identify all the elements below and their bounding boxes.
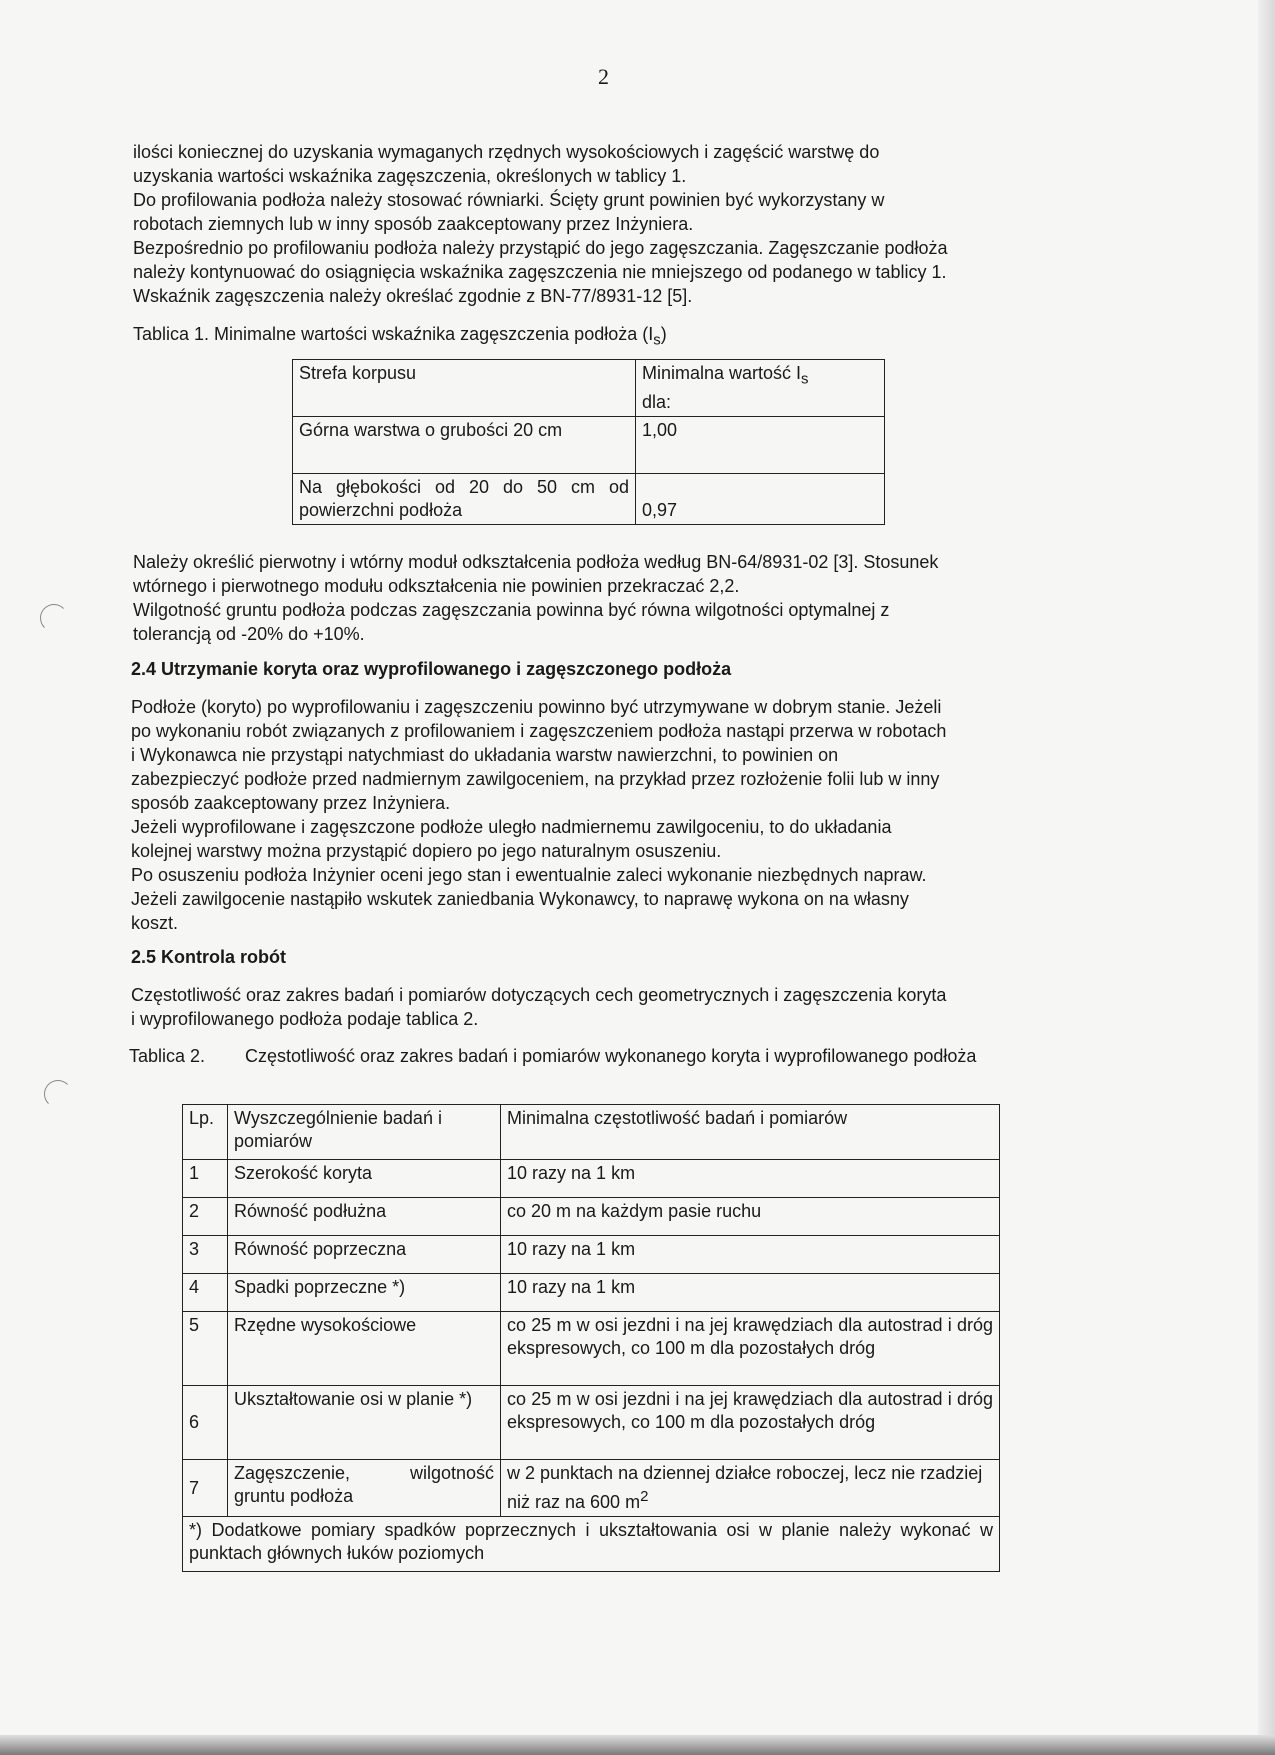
text-line: kolejnej warstwy można przystąpić dopiero po jego naturalnym osuszeniu. [131, 841, 722, 861]
table1-header-zone: Strefa korpusu [293, 360, 636, 417]
table2-header-row [183, 1105, 1000, 1160]
text-line: Jeżeli wyprofilowane i zagęszczone podłoże uległo nadmiernemu zawilgoceniu, to do układania [131, 817, 892, 837]
table2-caption-label: Tablica 2. [129, 1046, 206, 1066]
table-row [183, 1198, 1000, 1236]
table2-lp-cell: 5 [183, 1312, 228, 1386]
table1-caption-sub: s [653, 331, 661, 349]
table2-item-cell: Równość podłużna [228, 1198, 501, 1236]
table2-lp-cell: 2 [183, 1198, 228, 1236]
table2-item-cell: Spadki poprzeczne *) [228, 1274, 501, 1312]
table1 [292, 359, 885, 525]
text-line: należy kontynuować do osiągnięcia wskaźnika zagęszczenia nie mniejszego od podanego w tablicy 1. [133, 262, 947, 282]
punch-hole-mark [44, 1080, 72, 1108]
table-row [183, 1236, 1000, 1274]
table2-freq-text: w 2 punktach na dziennej działce roboczej, lecz nie rzadziej niż raz na 600 m [507, 1463, 983, 1512]
table-row [183, 1312, 1000, 1386]
section-2-4-paragraph [131, 695, 1081, 935]
table2-freq-cell: co 25 m w osi jezdni i na jej krawędziach dla autostrad i dróg ekspresowych, co 100 m dla pozostałych dróg [501, 1312, 1000, 1386]
text-line: koszt. [131, 913, 179, 933]
table2 [182, 1104, 1000, 1572]
table1-value-cell: 0,97 [636, 473, 885, 524]
table2-freq-cell [501, 1460, 1000, 1517]
text-line: Wilgotność gruntu podłoża podczas zagęszczania powinna być równa wilgotności optymalnej z [133, 600, 890, 620]
table1-header-value-sub: s [801, 370, 809, 388]
scan-edge [1258, 0, 1275, 1755]
table2-item-cell: Równość poprzeczna [228, 1236, 501, 1274]
text-line: ilości koniecznej do uzyskania wymaganych rzędnych wysokościowych i zagęścić warstwę do [133, 142, 880, 162]
table2-freq-cell: 10 razy na 1 km [501, 1274, 1000, 1312]
table1-caption [133, 322, 667, 353]
text-line: Jeżeli zawilgocenie nastąpiło wskutek zaniedbania Wykonawcy, to naprawę wykona on na własny [131, 889, 909, 909]
text-line: Po osuszeniu podłoża Inżynier oceni jego stan i ewentualnie zaleci wykonanie niezbędnych napraw. [131, 865, 927, 885]
text-line: sposób zaakceptowany przez Inżyniera. [131, 793, 451, 813]
table1-header-value [636, 360, 885, 417]
table2-item-cell: Rzędne wysokościowe [228, 1312, 501, 1386]
table1-header-row [293, 360, 885, 417]
table2-lp-cell: 6 [183, 1386, 228, 1460]
text-line: Bezpośrednio po profilowaniu podłoża należy przystąpić do jego zagęszczania. Zagęszczanie podłoża [133, 238, 948, 258]
table2-caption [129, 1044, 1069, 1068]
table-row [183, 1460, 1000, 1517]
table1-caption-text: Tablica 1. Minimalne wartości wskaźnika zagęszczenia podłoża (I [133, 324, 654, 344]
text-line: Podłoże (koryto) po wyprofilowaniu i zagęszczeniu powinno być utrzymywane w dobrym stanie. Jeżeli [131, 697, 942, 717]
punch-hole-mark [40, 604, 68, 632]
table2-item-cell: Szerokość koryta [228, 1160, 501, 1198]
table-row [183, 1274, 1000, 1312]
table2-lp-cell: 7 [183, 1460, 228, 1517]
table1-value-cell: 1,00 [636, 416, 885, 473]
text-line: tolerancją od -20% do +10%. [133, 624, 365, 644]
table2-freq-cell: 10 razy na 1 km [501, 1236, 1000, 1274]
after-table1-paragraph [133, 550, 1083, 646]
table2-item-cell: Ukształtowanie osi w planie *) [228, 1386, 501, 1460]
table2-freq-sup: 2 [640, 1488, 649, 1505]
table2-item-cell: Zagęszczenie, wilgotność gruntu podłoża [228, 1460, 501, 1517]
text-line: zabezpieczyć podłoże przed nadmiernym zawilgoceniem, na przykład przez rozłożenie folii lub w inny [131, 769, 940, 789]
table2-freq-cell: 10 razy na 1 km [501, 1160, 1000, 1198]
table-row [293, 473, 885, 524]
text-line: uzyskania wartości wskaźnika zagęszczenia, określonych w tablicy 1. [133, 166, 687, 186]
text-line: robotach ziemnych lub w inny sposób zaakceptowany przez Inżyniera. [133, 214, 694, 234]
text-line: po wykonaniu robót związanych z profilowaniem i zagęszczeniem podłoża nastąpi przerwa w robotach [131, 721, 947, 741]
text-line: Należy określić pierwotny i wtórny moduł odkształcenia podłoża według BN-64/8931-02 [3]. Stosunek [133, 552, 939, 572]
intro-paragraph [133, 140, 1083, 308]
table-row [293, 416, 885, 473]
table1-caption-end: ) [660, 324, 667, 344]
text-line: wtórnego i pierwotnego modułu odkształcenia nie powinien przekraczać 2,2. [133, 576, 740, 596]
table1-header-value-text: Minimalna wartość I [642, 363, 802, 383]
section-2-5-paragraph [131, 983, 1081, 1031]
text-line: i Wykonawca nie przystąpi natychmiast do układania warstw nawierzchni, to powinien on [131, 745, 839, 765]
table-row [183, 1386, 1000, 1460]
table1-header-value-line2: dla: [642, 391, 672, 412]
scan-bottom-shadow [0, 1735, 1275, 1755]
page-number: 2 [598, 64, 609, 89]
table2-lp-cell: 1 [183, 1160, 228, 1198]
table1-zone-cell: Na głębokości od 20 do 50 cm od powierzchni podłoża [293, 473, 636, 524]
table2-freq-cell: co 25 m w osi jezdni i na jej krawędziach dla autostrad i dróg ekspresowych, co 100 m dla pozostałych dróg [501, 1386, 1000, 1460]
text-line: Do profilowania podłoża należy stosować równiarki. Ścięty grunt powinien być wykorzystany w [133, 190, 885, 210]
table2-header-freq: Minimalna częstotliwość badań i pomiarów [501, 1105, 1000, 1160]
section-heading-2-4: 2.4 Utrzymanie koryta oraz wyprofilowanego i zagęszczonego podłoża [131, 659, 732, 679]
section-heading-2-5: 2.5 Kontrola robót [131, 947, 287, 967]
table2-lp-cell: 4 [183, 1274, 228, 1312]
table2-footnote: *) Dodatkowe pomiary spadków poprzecznych i ukształtowania osi w planie należy wykonać w punktach głównych łuków poziomych [183, 1517, 1000, 1572]
table2-lp-cell: 3 [183, 1236, 228, 1274]
text-line: i wyprofilowanego podłoża podaje tablica 2. [131, 1009, 479, 1029]
text-line: Wskaźnik zagęszczenia należy określać zgodnie z BN-77/8931-12 [5]. [133, 286, 693, 306]
table2-freq-cell: co 20 m na każdym pasie ruchu [501, 1198, 1000, 1236]
table-row [183, 1160, 1000, 1198]
table2-footnote-row [183, 1517, 1000, 1572]
table2-header-lp: Lp. [183, 1105, 228, 1160]
table2-header-item: Wyszczególnienie badań i pomiarów [228, 1105, 501, 1160]
text-line: Częstotliwość oraz zakres badań i pomiarów dotyczących cech geometrycznych i zagęszczenia koryta [131, 985, 947, 1005]
table1-zone-cell: Górna warstwa o grubości 20 cm [293, 416, 636, 473]
table2-caption-text: Częstotliwość oraz zakres badań i pomiarów wykonanego koryta i wyprofilowanego podłoża [245, 1046, 977, 1066]
